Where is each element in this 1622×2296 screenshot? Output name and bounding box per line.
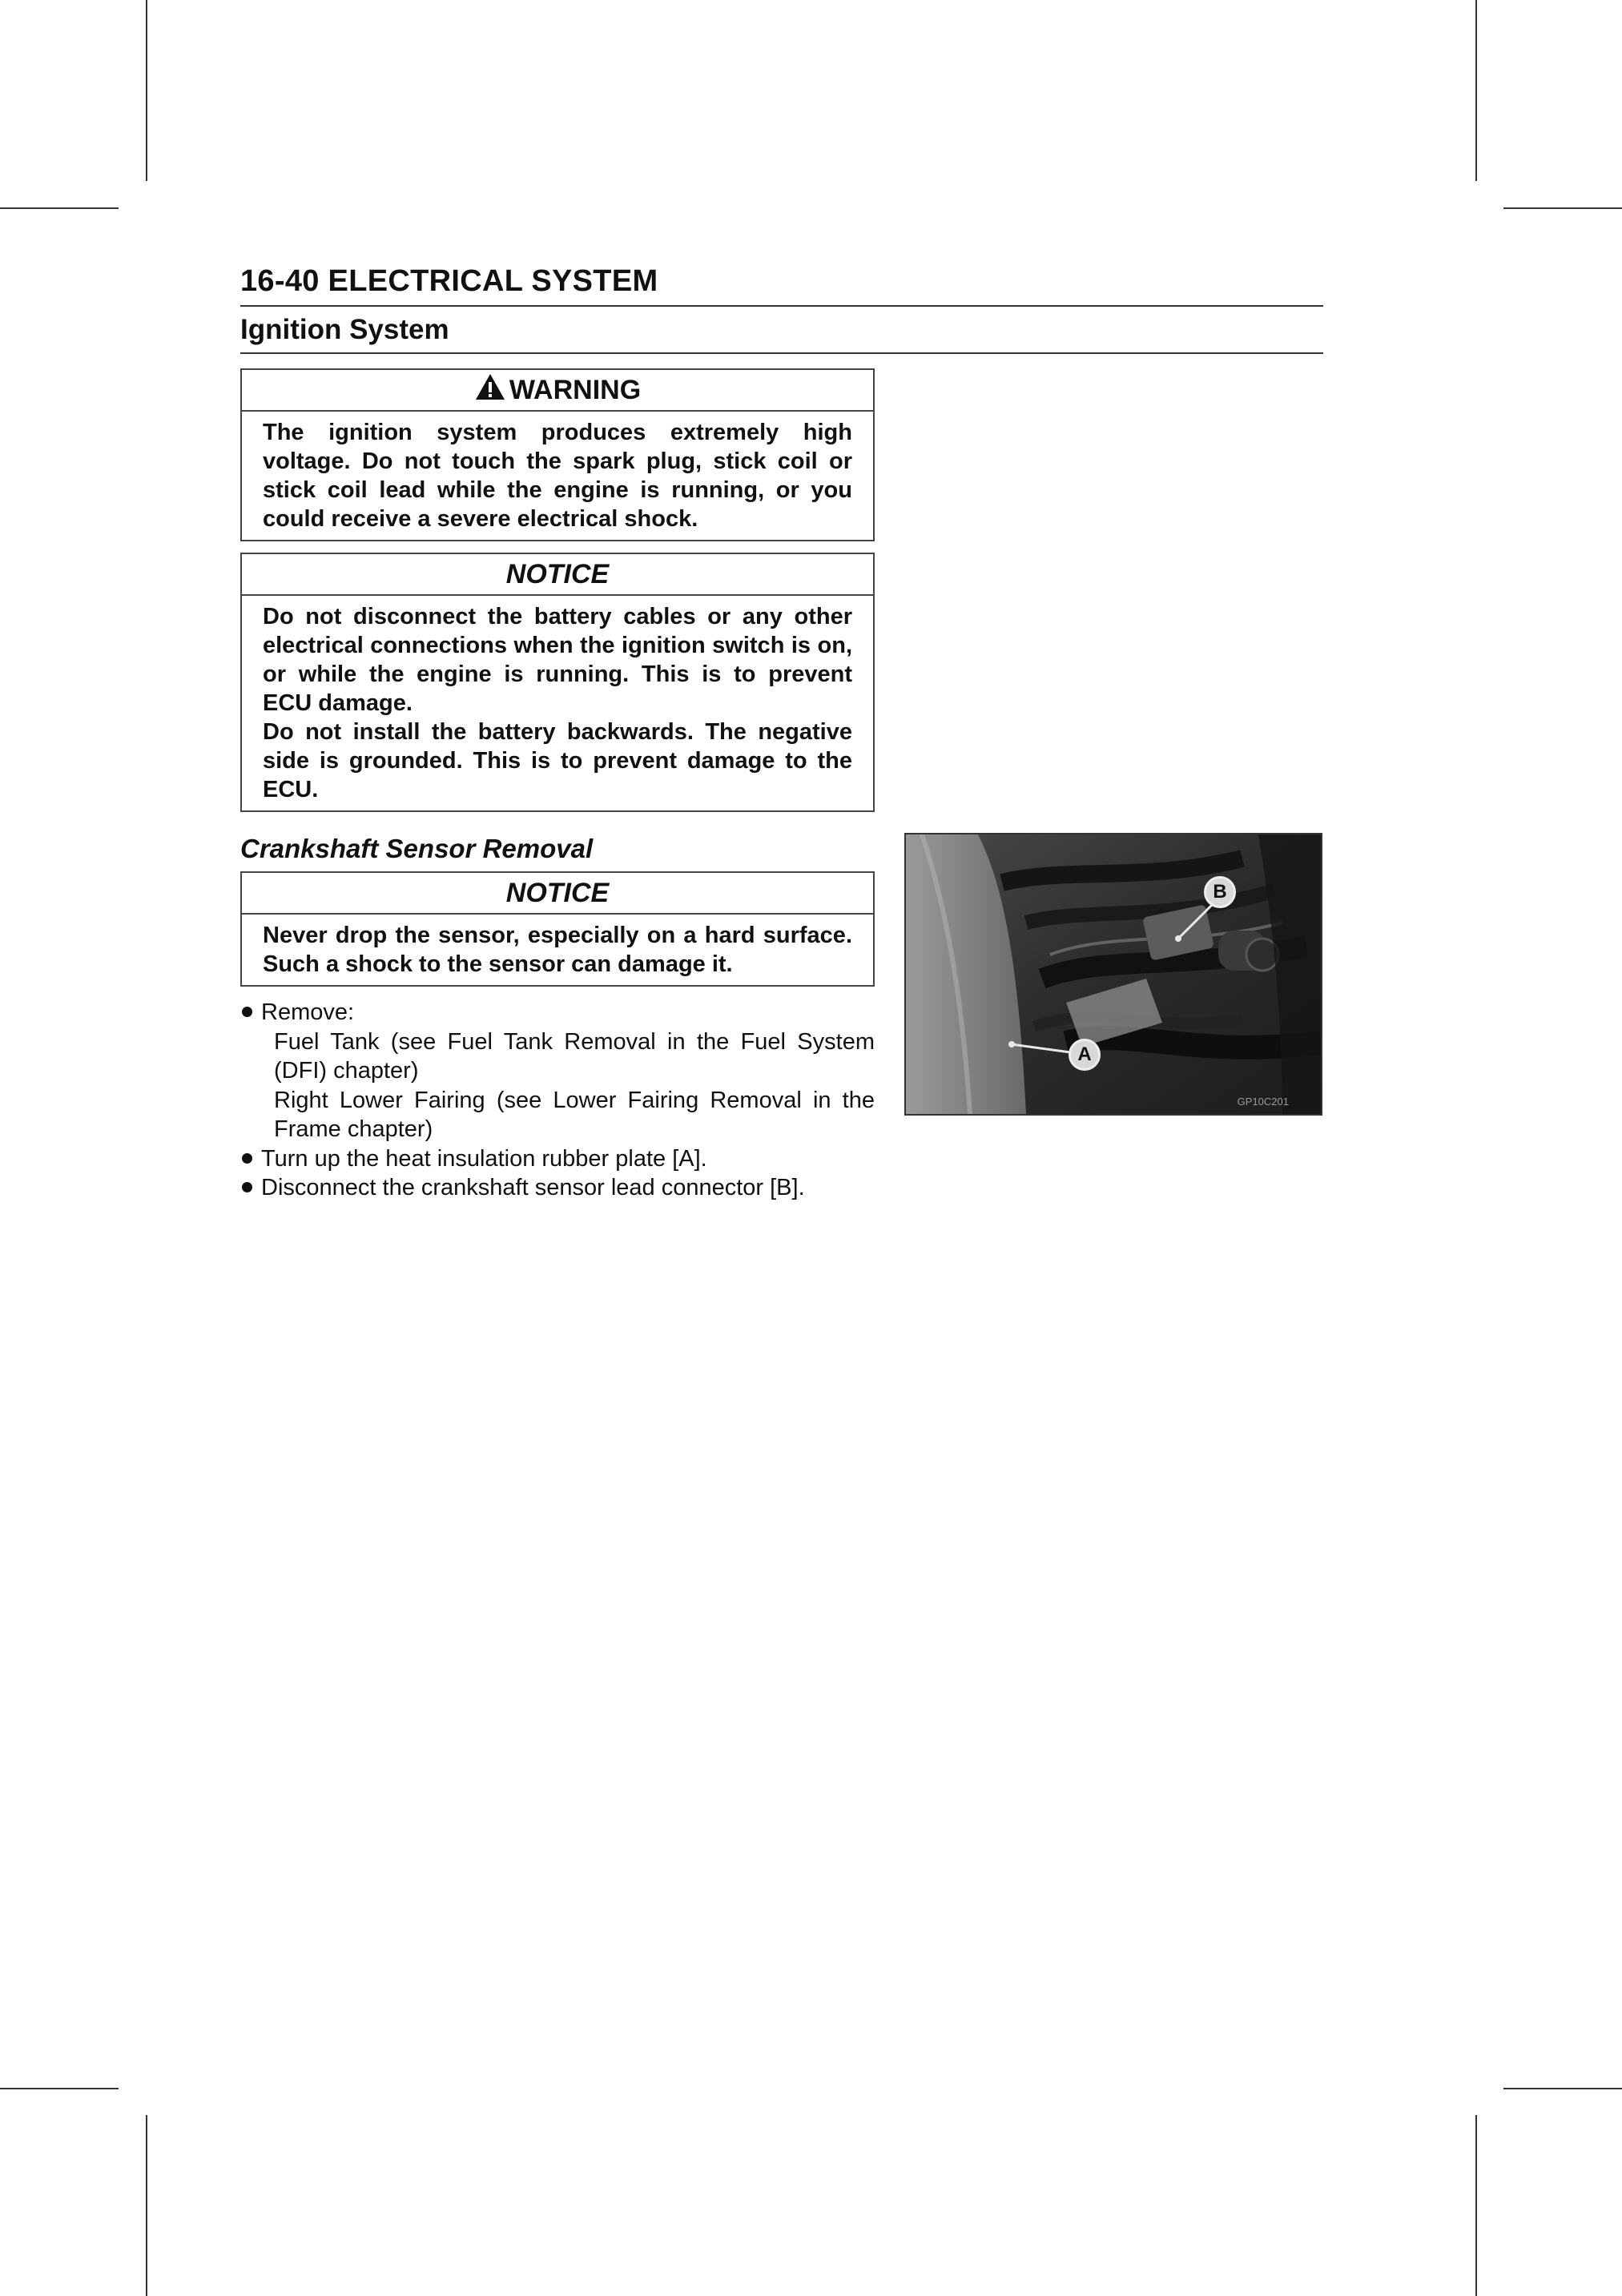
crop-mark: [0, 207, 119, 209]
engine-photo: [904, 833, 1322, 1116]
notice-title: NOTICE: [242, 873, 873, 915]
step-text: Disconnect the crankshaft sensor lead connector [B].: [261, 1175, 805, 1200]
notice-title: NOTICE: [242, 554, 873, 596]
crop-mark: [146, 0, 147, 181]
callout-b: [1204, 876, 1236, 908]
callout-a: [1069, 1039, 1101, 1071]
warning-triangle-icon: [474, 372, 506, 412]
list-item: [240, 1173, 875, 1203]
notice-body: [242, 596, 873, 810]
warning-title-bar: [242, 370, 873, 412]
list-item: [240, 1144, 875, 1174]
notice-body: [242, 915, 873, 985]
bullet-icon: [242, 1182, 252, 1192]
crop-mark: [1475, 0, 1477, 181]
bullet-icon: [242, 1153, 252, 1164]
remove-item: Fuel Tank (see Fuel Tank Removal in the Fuel System (DFI) chapter): [274, 1028, 875, 1084]
callout-label: B: [1213, 881, 1227, 903]
warning-title: WARNING: [509, 375, 642, 405]
notice-box-sensor: [240, 871, 875, 987]
crop-mark: [0, 2088, 119, 2089]
procedure-steps: [240, 998, 875, 1203]
list-item: [240, 998, 875, 1144]
remove-item: Right Lower Fairing (see Lower Fairing Removal in the Frame chapter): [274, 1087, 875, 1142]
page-title: 16-40 ELECTRICAL SYSTEM: [240, 264, 658, 298]
section-title: Ignition System: [240, 314, 449, 345]
step-remove-label: Remove:: [261, 999, 355, 1025]
bullet-icon: [242, 1007, 252, 1017]
notice-paragraph: Do not install the battery backwards. The negative side is grounded. This is to prevent damage to the ECU.: [263, 719, 852, 802]
notice-text: Never drop the sensor, especially on a hard surface. Such a shock to the sensor can damage it.: [263, 923, 852, 977]
crop-mark: [146, 2115, 147, 2296]
warning-text: The ignition system produces extremely high voltage. Do not touch the spark plug, stick coil or stick coil lead while the engine is running, or you could receive a severe electrical shock.: [263, 420, 852, 532]
warning-box: [240, 368, 875, 541]
figure-code: GP10C201: [1237, 1096, 1289, 1108]
page-header: [240, 264, 1323, 307]
crop-mark: [1503, 207, 1622, 209]
callout-label: A: [1077, 1043, 1092, 1065]
section-header: [240, 314, 1323, 354]
step-text: Turn up the heat insulation rubber plate [A].: [261, 1145, 707, 1172]
crankshaft-heading: Crankshaft Sensor Removal: [240, 834, 594, 863]
warning-body: [242, 412, 873, 540]
notice-box-battery: [240, 553, 875, 812]
crop-mark: [1475, 2115, 1477, 2296]
crop-mark: [1503, 2088, 1622, 2089]
left-column: [240, 368, 875, 1203]
notice-paragraph: Do not disconnect the battery cables or any other electrical connections when the ignition switch is on, or while the engine is running. This is to prevent ECU damage.: [263, 604, 852, 716]
